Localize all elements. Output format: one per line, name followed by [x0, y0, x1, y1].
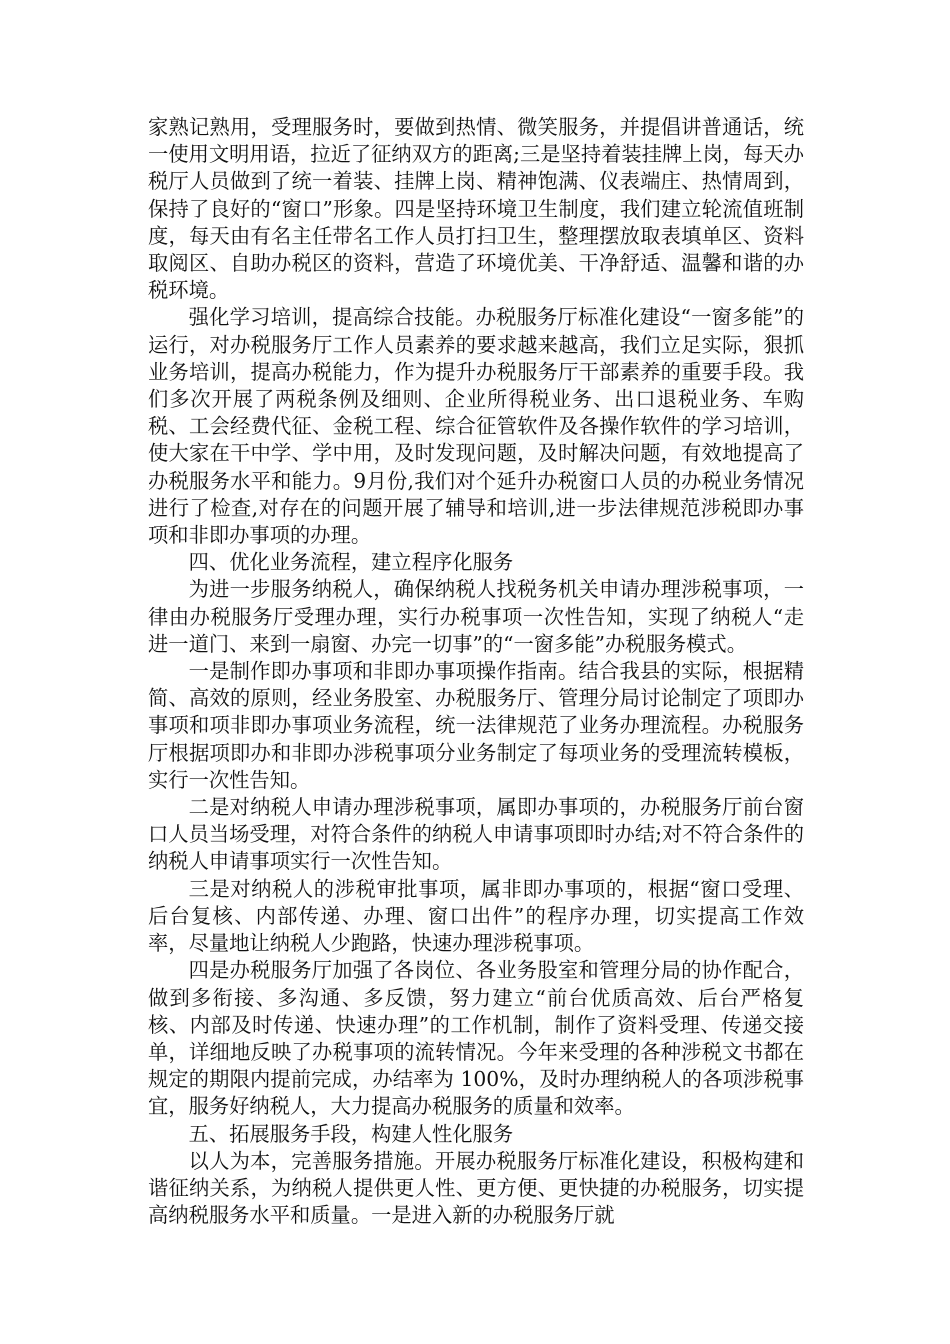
- section-heading-4: 四、优化业务流程，建立程序化服务: [188, 550, 514, 575]
- paragraph-guide: 一是制作即办事项和非即办事项操作指南。结合我县的实际，根据精简、高效的原则，经业务股室、办税服务厅、管理分局讨论制定了项即办事项和项非即办事项业务流程，统一法律规范了业务办理流程。办税服务厅根据项即办和非即办涉税事项分业务制定了每项业务的受理流转模板，实行一次性告知。: [148, 659, 804, 792]
- paragraph-one-window: 为进一步服务纳税人，确保纳税人找税务机关申请办理涉税事项，一律由办税服务厅受理办理，实行办税事项一次性告知，实现了纳税人“走进一道门、来到一扇窗、办完一切事”的“一窗多能”办税服务模式。: [148, 577, 804, 656]
- paragraph-service-etiquette: 家熟记熟用，受理服务时，要做到热情、微笑服务，并提倡讲普通话，统一使用文明用语，拉近了征纳双方的距离;三是坚持着装挂牌上岗，每天办税厅人员做到了统一着装、挂牌上岗、精神饱满、仪表端庄、热情周到，保持了良好的“窗口”形象。四是坚持环境卫生制度，我们建立轮流值班制度，每天由有名主任带名工作人员打扫卫生，整理摆放取表填单区、资料取阅区、自助办税区的资料，营造了环境优美、干净舒适、温馨和谐的办税环境。: [148, 115, 804, 303]
- paragraph-people-oriented: 以人为本，完善服务措施。开展办税服务厅标准化建设，积极构建和谐征纳关系，为纳税人提供更人性、更方便、更快捷的办税服务，切实提高纳税服务水平和质量。一是进入新的办税服务厅就: [148, 1148, 804, 1228]
- paragraph-training: 强化学习培训，提高综合技能。办税服务厅标准化建设“一窗多能”的运行，对办税服务厅工作人员素养的要求越来越高，我们立足实际，狠抓业务培训，提高办税能力，作为提升办税服务厅干部素养的重要手段。我们多次开展了两税条例及细则、企业所得税业务、出口退税业务、车购税、工会经费代征、金税工程、综合征管软件及各操作软件的学习培训，使大家在干中学、学中用，及时发现问题，及时解决问题，有效地提高了办税服务水平和能力。9月份,我们对个延升办税窗口人员的办税业务情况进行了检查,对存在的问题开展了辅导和培训,进一步法律规范涉税即办事项和非即办事项的办理。: [148, 305, 804, 548]
- paragraph-immediate-items: 二是对纳税人申请办理涉税事项，属即办事项的，办税服务厅前台窗口人员当场受理，对符合条件的纳税人申请事项即时办结;对不符合条件的纳税人申请事项实行一次性告知。: [148, 795, 804, 874]
- document-body: [148, 114, 804, 1229]
- section-heading-5: 五、拓展服务手段，构建人性化服务: [188, 1121, 514, 1146]
- paragraph-approval-items: 三是对纳税人的涉税审批事项，属非即办事项的，根据“窗口受理、后台复核、内部传递、办理、窗口出件”的程序办理，切实提高工作效率，尽量地让纳税人少跑路，快速办理涉税事项。: [148, 876, 804, 956]
- paragraph-coordination: 四是办税服务厅加强了各岗位、各业务股室和管理分局的协作配合，做到多衔接、多沟通、多反馈，努力建立“前台优质高效、后台严格复核、内部及时传递、快速办理”的工作机制，制作了资料受理、传递交接单，详细地反映了办税事项的流转情况。今年来受理的各种涉税文书都在规定的期限内提前完成，办结率为 100%，及时办理纳税人的各项涉税事宜，服务好纳税人，大力提高办税服务的质量和效率。: [148, 958, 804, 1119]
